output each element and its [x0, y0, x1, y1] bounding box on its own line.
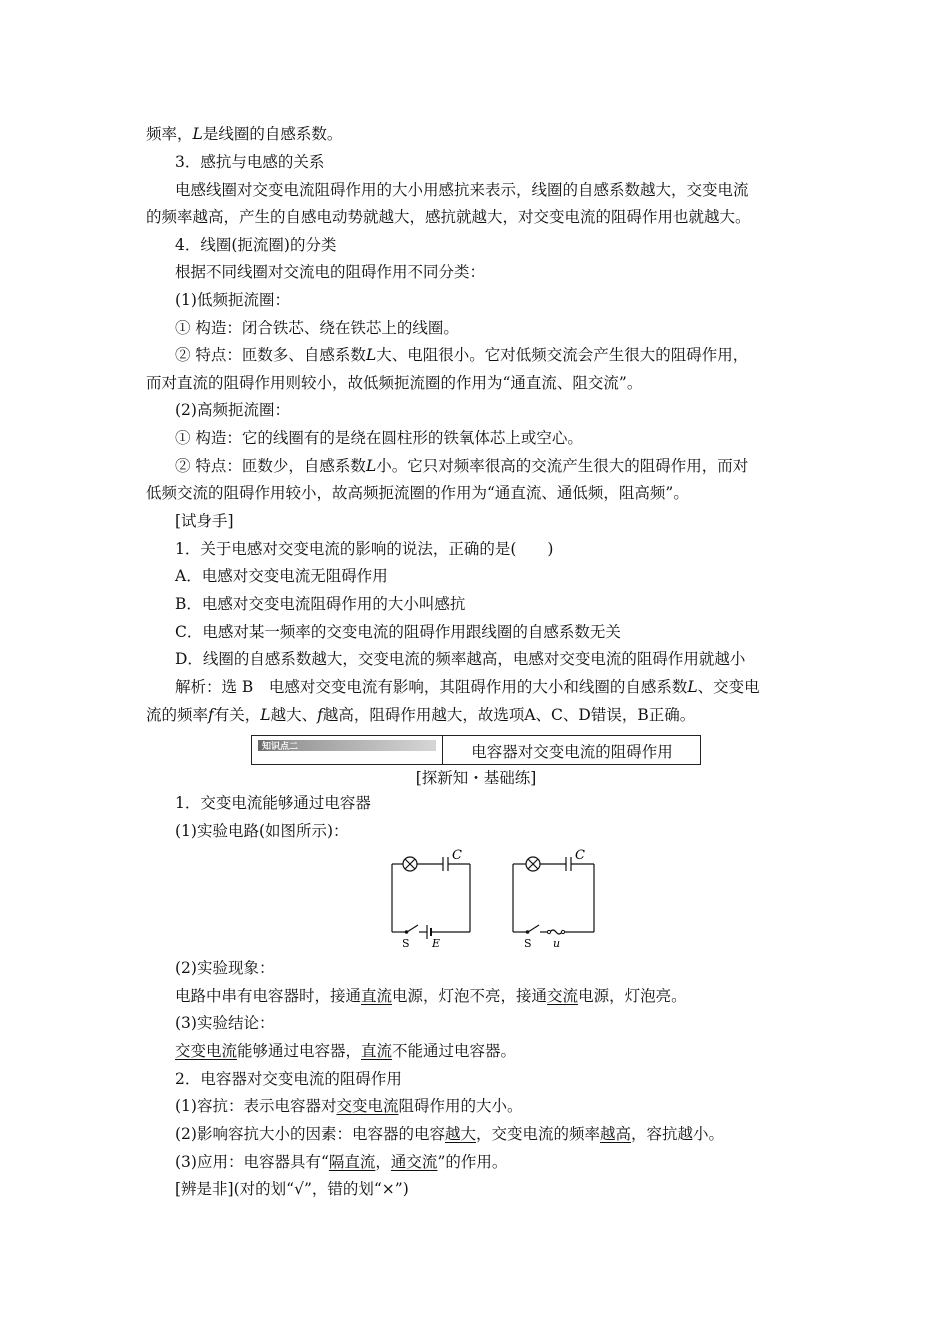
heading-1: 1．交变电流能够通过电容器	[175, 794, 371, 812]
text-line: (3)实验结论：	[175, 1014, 275, 1032]
knowledge-tag	[258, 740, 436, 751]
text-line: 交变电流能够通过电容器，直流不能通过电容器。	[175, 1042, 517, 1060]
switch-blade	[528, 925, 539, 932]
heading-3: 3．感抗与电感的关系	[175, 153, 325, 171]
answer-analysis: 解析：选 B 电感对交变电流有影响，其阻碍作用的大小和线圈的自感系数L、交变电	[175, 678, 760, 696]
capacitor-label: C	[575, 848, 585, 863]
option-a: A．电感对交变电流无阻碍作用	[175, 567, 388, 585]
switch-blade	[407, 925, 418, 932]
text-line: (1)容抗：表示电容器对交变电流阻碍作用的大小。	[175, 1097, 523, 1115]
switch-contact	[526, 930, 530, 934]
circuit-diagram	[380, 848, 610, 948]
knowledge-box-subtitle: [探新知・基础练]	[415, 769, 537, 787]
text-line: ① 构造：它的线圈有的是绕在圆柱形的铁氧体芯上或空心。	[175, 429, 583, 447]
ac-circuit	[513, 857, 594, 934]
terminal-icon	[547, 930, 550, 933]
text-line: 电感线圈对交变电流阻碍作用的大小用感抗来表示，线圈的自感系数越大，交变电流	[175, 181, 749, 199]
capacitor-label: C	[452, 848, 462, 863]
text-line: (1)低频扼流圈：	[175, 291, 290, 309]
heading-4: 4．线圈(扼流圈)的分类	[175, 236, 337, 254]
option-c: C．电感对某一频率的交变电流的阻碍作用跟线圈的自感系数无关	[175, 623, 621, 641]
heading-2: 2．电容器对交变电流的阻碍作用	[175, 1070, 402, 1088]
knowledge-tag-label: 知识点二	[262, 742, 299, 752]
text-line: (2)高频扼流圈：	[175, 401, 290, 419]
text-line: (1)实验电路(如图所示)：	[175, 822, 349, 840]
text-line: 低频交流的阻碍作用较小，故高频扼流圈的作用为“通直流、通低频，阻高频”。	[146, 484, 689, 502]
text-line: (2)实验现象：	[175, 959, 275, 977]
switch-label: S	[402, 937, 410, 948]
knowledge-box-tag-cell	[252, 736, 443, 764]
text-line: 的频率越高，产生的自感电动势就越大，感抗就越大，对交变电流的阻碍作用也就越大。	[146, 208, 751, 226]
text-line: 根据不同线圈对交流电的阻碍作用不同分类：	[175, 263, 486, 281]
switch-label: S	[524, 937, 532, 948]
text-line: [辨是非](对的划“√”，错的划“×”)	[175, 1180, 409, 1198]
switch-contact	[405, 930, 409, 934]
ac-voltage-label: u	[553, 937, 561, 948]
option-b: B．电感对交变电流阻碍作用的大小叫感抗	[175, 595, 466, 613]
knowledge-box	[251, 735, 701, 765]
text-line: (3)应用：电容器具有“隔直流，通交流”的作用。	[175, 1153, 508, 1171]
text-line: 而对直流的阻碍作用则较小，故低频扼流圈的作用为“通直流、阻交流”。	[146, 374, 643, 392]
ac-source-icon	[550, 930, 562, 934]
question: 1．关于电感对交变电流的影响的说法，正确的是( )	[175, 540, 554, 558]
text-line: ② 特点：匝数多、自感系数L大、电阻很小。它对低频交流会产生很大的阻碍作用，	[175, 346, 749, 364]
text-line: (2)影响容抗大小的因素：电容器的电容越大，交变电流的频率越高，容抗越小。	[175, 1125, 725, 1143]
dc-circuit	[392, 857, 470, 939]
text-line: 频率，L是线圈的自感系数。	[146, 125, 343, 143]
text-line: 电路中串有电容器时，接通直流电源，灯泡不亮，接通交流电源，灯泡亮。	[175, 987, 687, 1005]
text-line: [试身手]	[175, 512, 234, 530]
text-line: ① 构造：闭合铁芯、绕在铁芯上的线圈。	[175, 319, 459, 337]
text-line: ② 特点：匝数少，自感系数L小。它只对频率很高的交流产生很大的阻碍作用，而对	[175, 457, 749, 475]
knowledge-box-title: 电容器对交变电流的阻碍作用	[471, 743, 673, 761]
battery-label: E	[432, 937, 441, 948]
terminal-icon	[561, 930, 564, 933]
answer-analysis: 流的频率f有关，L越大、f越高，阻碍作用越大，故选项A、C、D错误，B正确。	[146, 706, 696, 724]
option-d: D．线圈的自感系数越大，交变电流的频率越高，电感对交变电流的阻碍作用就越小	[175, 650, 746, 668]
